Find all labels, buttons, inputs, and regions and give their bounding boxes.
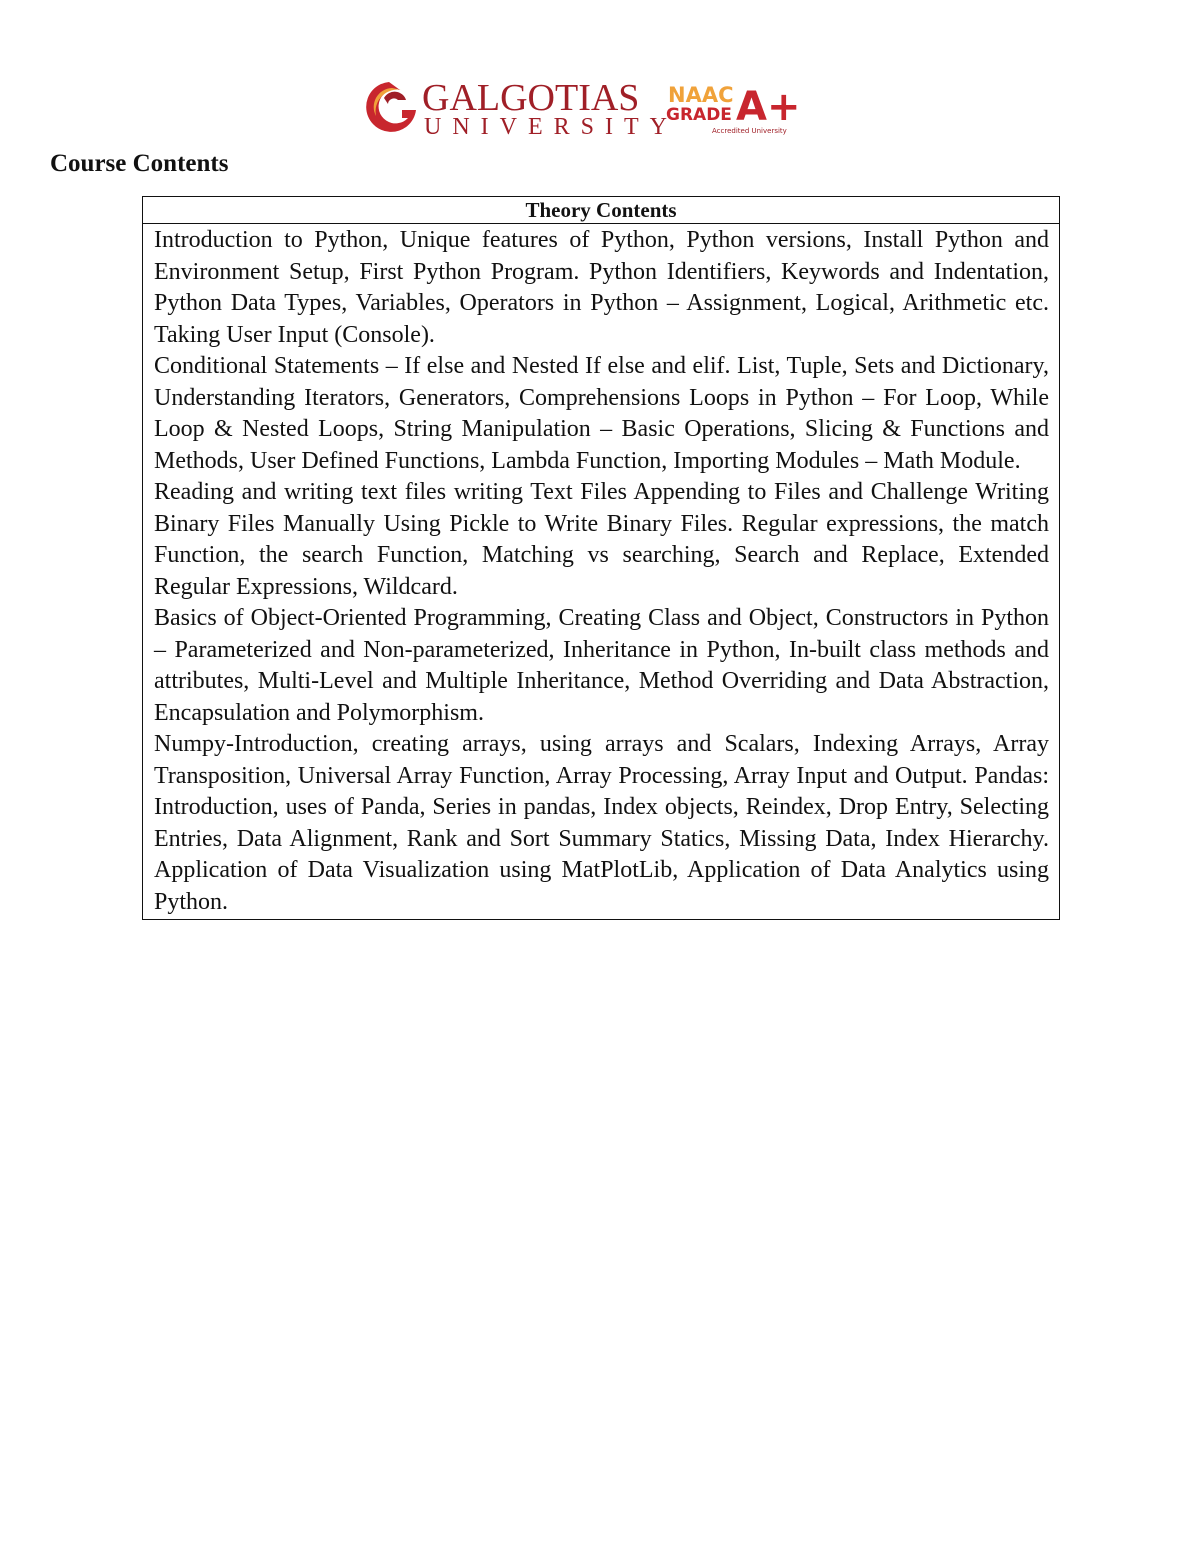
logo-name: GALGOTIAS [422, 77, 640, 119]
table-body [143, 224, 1059, 919]
logo-graphic [362, 76, 801, 140]
unit-4-paragraph: Basics of Object-Oriented Programming, Creating Class and Object, Constructors in Python – Parameterized and Non-parameterized, Inheritance in Python, In-built class methods and attributes, Multi-Level and Multiple Inheritance, Method Overriding and Data Abstraction, Encapsulation and Polymorphism. [154, 605, 1049, 726]
g-swirl-icon [366, 82, 416, 132]
theory-contents-table [142, 196, 1060, 920]
logo-subtitle: UNIVERSITY [424, 114, 678, 140]
grade-label: GRADE [666, 105, 732, 125]
unit-5-paragraph: Numpy-Introduction, creating arrays, using arrays and Scalars, Indexing Arrays, Array Transposition, Universal Array Function, Array Processing, Array Input and Output. Pandas: Introduction, uses of Panda, Series in pandas, Index objects, Reindex, Drop Entry, Selecting Entries, Data Alignment, Rank and Sort Summary Statics, Missing Data, Index Hierarchy. Application of Data Visualization using MatPlotLib, Application of Data Analytics using Python. [154, 731, 1049, 915]
table-header: Theory Contents [143, 197, 1059, 224]
naac-label: NAAC [668, 83, 734, 107]
section-title: Course Contents [50, 150, 229, 177]
unit-2-paragraph: Conditional Statements – If else and Nested If else and elif. List, Tuple, Sets and Dictionary, Understanding Iterators, Generators, Comprehensions Loops in Python – For Loop, While Loop & Nested Loops, String Manipulation – Basic Operations, Slicing & Functions and Methods, User Defined Functions, Lambda Function, Importing Modules – Math Module. [154, 353, 1049, 474]
university-logo [362, 76, 801, 140]
accreditation-caption: Accredited University [712, 127, 787, 135]
grade-value: A+ [736, 84, 801, 130]
unit-3-paragraph: Reading and writing text files writing Text Files Appending to Files and Challenge Writing Binary Files Manually Using Pickle to Write Binary Files. Regular expressions, the match Function, the search Function, Matching vs searching, Search and Replace, Extended Regular Expressions, Wildcard. [154, 479, 1049, 600]
unit-1-paragraph: Introduction to Python, Unique features of Python, Python versions, Install Python and Environment Setup, First Python Program. Python Identifiers, Keywords and Indentation, Python Data Types, Variables, Operators in Python – Assignment, Logical, Arithmetic etc. Taking User Input (Console). [154, 227, 1049, 348]
